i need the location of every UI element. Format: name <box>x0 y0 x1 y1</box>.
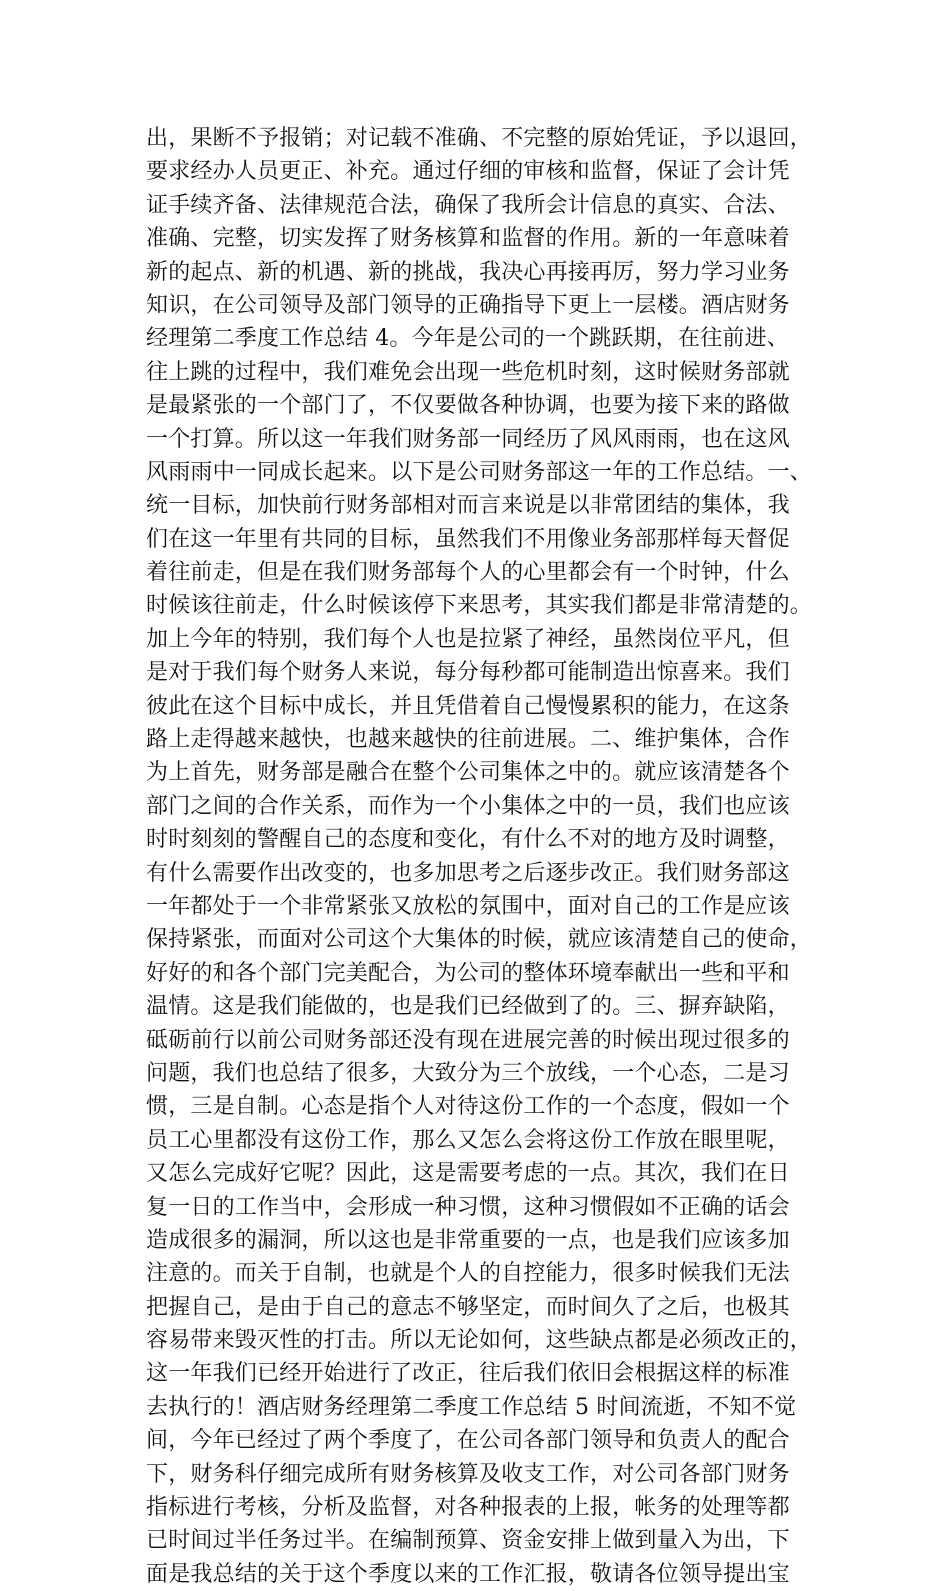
text-line: 证手续齐备、法律规范合法，确保了我所会计信息的真实、合法、 <box>146 192 790 218</box>
text-line: 去执行的！酒店财务经理第二季度工作总结 5 时间流逝，不知不觉 <box>146 1394 797 1420</box>
text-line: 复一日的工作当中，会形成一种习惯，这种习惯假如不正确的话会 <box>146 1194 790 1220</box>
text-line: 新的起点、新的机遇、新的挑战，我决心再接再厉，努力学习业务 <box>146 259 790 285</box>
text-line: 路上走得越来越快，也越来越快的往前进展。二、维护集体，合作 <box>146 727 790 753</box>
text-line: 下，财务科仔细完成所有财务核算及收支工作，对公司各部门财务 <box>146 1461 790 1487</box>
text-line: 经理第二季度工作总结 4。今年是公司的一个跳跃期，在往前进、 <box>146 326 789 352</box>
text-line: 时候该往前走，什么时候该停下来思考，其实我们都是非常清楚的。 <box>146 593 813 619</box>
text-line: 准确、完整，切实发挥了财务核算和监督的作用。新的一年意味着 <box>146 226 790 252</box>
text-line: 已时间过半任务过半。在编制预算、资金安排上做到量入为出，下 <box>146 1528 790 1554</box>
text-line: 有什么需要作出改变的，也多加思考之后逐步改正。我们财务部这 <box>146 860 790 886</box>
text-line: 这一年我们已经开始进行了改正，往后我们依旧会根据这样的标准 <box>146 1361 790 1387</box>
text-line: 好好的和各个部门完美配合，为公司的整体环境奉献出一些和平和 <box>146 960 790 986</box>
text-line: 间，今年已经过了两个季度了，在公司各部门领导和负责人的配合 <box>146 1428 790 1454</box>
text-line: 着往前走，但是在我们财务部每个人的心里都会有一个时钟，什么 <box>146 560 790 586</box>
text-line: 砥砺前行以前公司财务部还没有现在进展完善的时候出现过很多的 <box>146 1027 790 1053</box>
text-line: 往上跳的过程中，我们难免会出现一些危机时刻，这时候财务部就 <box>146 359 790 385</box>
text-line: 惯，三是自制。心态是指个人对待这份工作的一个态度，假如一个 <box>146 1094 790 1120</box>
text-line: 一个打算。所以这一年我们财务部一同经历了风风雨雨，也在这风 <box>146 426 790 452</box>
text-line: 问题，我们也总结了很多，大致分为三个放线，一个心态，二是习 <box>146 1060 790 1086</box>
text-line: 时时刻刻的警醒自己的态度和变化，有什么不对的地方及时调整， <box>146 827 790 853</box>
body-text <box>146 122 826 1591</box>
text-line: 员工心里都没有这份工作，那么又怎么会将这份工作放在眼里呢， <box>146 1127 790 1153</box>
text-line: 一年都处于一个非常紧张又放松的氛围中，面对自己的工作是应该 <box>146 893 790 919</box>
text-line: 知识，在公司领导及部门领导的正确指导下更上一层楼。酒店财务 <box>146 292 790 318</box>
text-line: 是最紧张的一个部门了，不仅要做各种协调，也要为接下来的路做 <box>146 393 790 419</box>
text-line: 保持紧张，而面对公司这个大集体的时候，就应该清楚自己的使命， <box>146 927 813 953</box>
text-line: 温情。这是我们能做的，也是我们已经做到了的。三、摒弃缺陷， <box>146 994 790 1020</box>
text-line: 们在这一年里有共同的目标，虽然我们不用像业务部那样每天督促 <box>146 526 790 552</box>
text-line: 统一目标，加快前行财务部相对而言来说是以非常团结的集体，我 <box>146 493 790 519</box>
text-line: 出，果断不予报销；对记载不准确、不完整的原始凭证，予以退回， <box>146 126 813 151</box>
text-line: 风雨雨中一同成长起来。以下是公司财务部这一年的工作总结。一、 <box>146 459 813 485</box>
text-line: 又怎么完成好它呢？因此，这是需要考虑的一点。其次，我们在日 <box>146 1161 790 1187</box>
text-line: 部门之间的合作关系，而作为一个小集体之中的一员，我们也应该 <box>146 793 790 819</box>
text-line: 要求经办人员更正、补充。通过仔细的审核和监督，保证了会计凭 <box>146 159 790 185</box>
text-line: 指标进行考核，分析及监督，对各种报表的上报，帐务的处理等都 <box>146 1495 790 1521</box>
text-line: 容易带来毁灭性的打击。所以无论如何，这些缺点都是必须改正的， <box>146 1328 813 1354</box>
text-line: 注意的。而关于自制，也就是个人的自控能力，很多时候我们无法 <box>146 1261 790 1287</box>
text-line: 是对于我们每个财务人来说，每分每秒都可能制造出惊喜来。我们 <box>146 660 790 686</box>
text-line: 面是我总结的关于这个季度以来的工作汇报，敬请各位领导提出宝 <box>146 1561 790 1587</box>
text-line: 造成很多的漏洞，所以这也是非常重要的一点，也是我们应该多加 <box>146 1227 790 1253</box>
text-line: 为上首先，财务部是融合在整个公司集体之中的。就应该清楚各个 <box>146 760 790 786</box>
text-line: 把握自己，是由于自己的意志不够坚定，而时间久了之后，也极其 <box>146 1294 790 1320</box>
text-line: 加上今年的特别，我们每个人也是拉紧了神经，虽然岗位平凡，但 <box>146 626 790 652</box>
text-line: 彼此在这个目标中成长，并且凭借着自己慢慢累积的能力，在这条 <box>146 693 790 719</box>
